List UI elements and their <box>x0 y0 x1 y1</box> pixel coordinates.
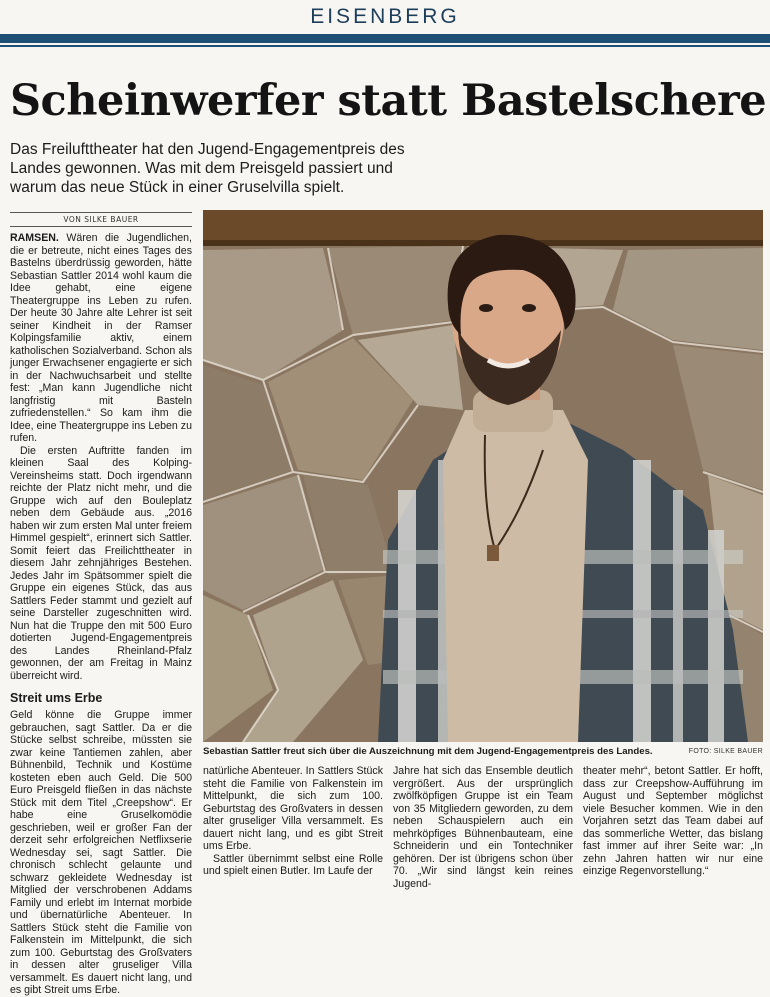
subheading: Streit ums Erbe <box>10 691 103 705</box>
headline: Scheinwerfer statt Bastelschere <box>10 76 767 126</box>
caption-text: Sebastian Sattler freut sich über die Auszeichnung mit dem Jugend-Engagementpreis des Landes. <box>203 746 653 757</box>
article-paragraph: natürliche Abenteuer. In Sattlers Stück steht die Familie von Falkenstein im Mittelpunkt, die sich zum 100. Geburtstag des Großvaters in dessen alter gruseliger Villa versammelt. Es dauert nicht lang, und es gibt Streit ums Erbe. <box>203 765 383 852</box>
photo-credit: FOTO: SILKE BAUER <box>688 748 763 755</box>
article-column-4 <box>583 765 763 883</box>
article-paragraph: theater mehr“, betont Sattler. Er hofft, dass zur Creepshow-Aufführung im August und September möglichst viele Besucher kommen. Wie in den Vorjahren setzt das Team dabei auf das sommerliche Wetter, das bislang fast immer auf ihrer Seite war: „In zehn Jahren hatten wir nur eine einzige Regenvorstellung.“ <box>583 765 763 877</box>
article-column-3 <box>393 765 573 890</box>
article-paragraph: RAMSEN. Wären die Jugendlichen, die er betreute, nicht eines Tages des Bastelns überdrüssig geworden, hätte Sebastian Sattler 2014 wohl kaum die Idee gehabt, eine eigene Theatergruppe ins Leben zu rufen. Der heute 30 Jahre alte Lehrer ist seit seiner Kindheit in der Ramser Kolpingsfamilie aktiv, einem katholischen Sozialverband. Schon als junger Erwachsener engagierte er sich in der Nachwuchsarbeit und stellte fest: „Man kann Jugendliche nicht langfristig mit Basteln zufriedenstellen.“ So kam ihm die Idee, eine Theatergruppe ins Leben zu rufen. <box>10 232 192 444</box>
article-paragraph: Geld könne die Gruppe immer gebrauchen, sagt Sattler. Da er die Stücke selbst schreibe, müssten sie zwar keine Tantiemen zahlen, aber Bühnenbild, Technik und Kostüme kosteten eben auch Geld. Die 500 Euro Preisgeld fließen in das nächste Stück mit dem Titel „Creepshow“. Er habe eine Gruselkomödie geschrieben, weil er großer Fan der derzeit sehr erfolgreichen Netflixserie Wednesday sei, sagt Sattler. Die chronisch schlecht gelaunte und schwarz gekleidete Wednesday ist Mitglied der verschrobenen Addams Family und erlebt im Internat morbide und übernatürliche Abenteuer. In Sattlers Stück steht die Familie von Falkenstein im Mittelpunkt, die sich zum 100. Geburtstag des Großvaters in dessen alter gruseliger Villa versammelt. Es dauert nicht lang, und es gibt Streit ums Erbe. <box>10 709 192 996</box>
section-rule <box>0 34 770 43</box>
article-paragraph: Sattler übernimmt selbst eine Rolle und spielt einen Butler. Im Laufe der <box>203 852 383 877</box>
article-column-2 <box>203 765 383 883</box>
teaser: Das Freilufttheater hat den Jugend-Engagementpreis des Landes gewonnen. Was mit dem Preisgeld passiert und warum das neue Stück in einer Gruselvilla spielt. <box>10 141 405 196</box>
article-column-1 <box>10 232 192 996</box>
section-header <box>0 0 770 34</box>
photo-caption <box>203 745 763 759</box>
section-rule-thin <box>0 45 770 47</box>
article-paragraph: Jahre hat sich das Ensemble deutlich vergrößert. Aus der ursprünglich zwölfköpfigen Gruppe ist ein Team von 35 Mitgliedern geworden, zu dem neben Schauspielern auch ein mehrköpfiges Bühnenbauteam, eine Schneiderin und ein Tontechniker gehören. Der ist übrigens schon über 70. „Wir sind längst kein reines Jugend- <box>393 765 573 890</box>
article-paragraph: Die ersten Auftritte fanden im kleinen Saal des Kolping-Vereinsheims statt. Doch irgendwann reichte der Platz nicht mehr, und die Gruppe wich auf den Bouleplatz neben dem Gebäude aus. „2016 haben wir zum ersten Mal unter freiem Himmel gespielt“, erinnert sich Sattler. Somit feiert das Freilichttheater in diesem Jahr zehnjähriges Bestehen. Jedes Jahr im Spätsommer spielt die Gruppe ein eigenes Stück, das aus Sattlers Feder stammt und gezielt auf seine Darsteller zugeschnitten wird. Nun hat die Truppe den mit 500 Euro dotierten Jugend-Engagementpreis des Landes Rheinland-Pfalz gewonnen, der am Freitag in Mainz überreicht wird. <box>10 444 192 682</box>
article-photo <box>203 210 763 742</box>
dateline: RAMSEN. <box>10 232 59 244</box>
section-title: EISENBERG <box>310 5 460 28</box>
byline: VON SILKE BAUER <box>10 212 192 227</box>
